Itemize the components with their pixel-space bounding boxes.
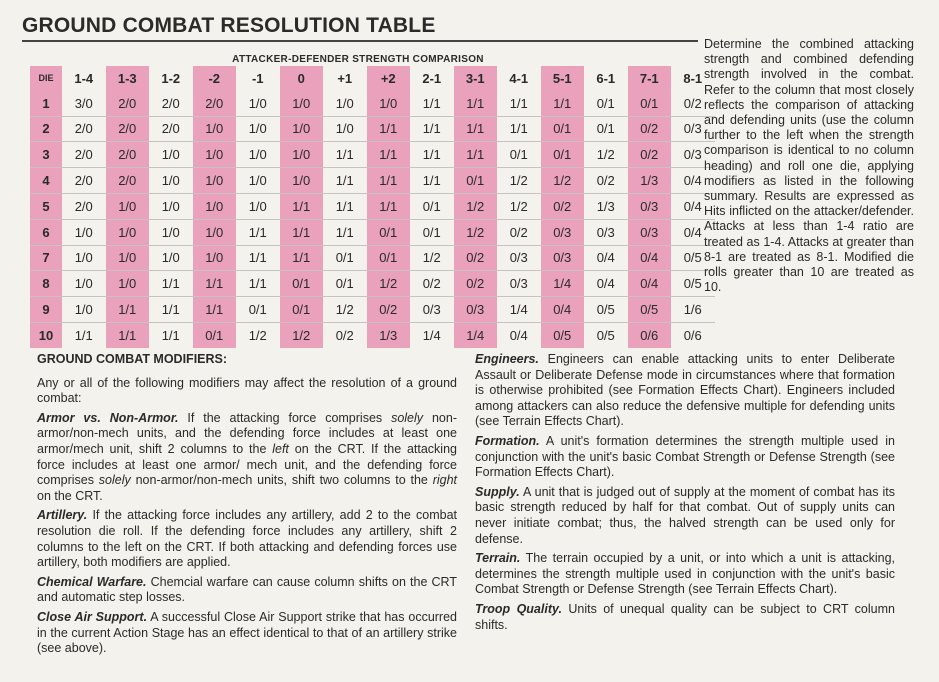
- result-cell: 0/5: [671, 271, 715, 297]
- title-divider: [22, 40, 698, 42]
- result-cell: 1/2: [497, 168, 541, 194]
- result-cell: 2/0: [106, 91, 150, 116]
- result-cell: 1/1: [106, 322, 150, 347]
- result-cell: 1/0: [62, 245, 106, 271]
- result-cell: 0/2: [410, 271, 454, 297]
- result-cell: 0/1: [454, 168, 498, 194]
- result-cell: 1/4: [541, 271, 585, 297]
- result-cell: 1/1: [323, 219, 367, 245]
- odds-column-header: 0: [280, 66, 324, 91]
- result-cell: 0/5: [628, 297, 672, 323]
- modifier-cas-label: Close Air Support.: [37, 609, 148, 624]
- result-cell: 0/1: [280, 297, 324, 323]
- result-cell: 3/0: [74, 95, 93, 111]
- result-cell: 0/2: [323, 322, 367, 347]
- result-cell: 1/1: [422, 95, 441, 111]
- result-cell: 1/1: [62, 322, 106, 347]
- die-roll-label: 9: [30, 297, 62, 323]
- result-cell: 1/0: [62, 271, 106, 297]
- die-roll-label: 6: [30, 219, 62, 245]
- result-cell: 0/2: [628, 142, 672, 168]
- result-cell: 0/1: [628, 91, 672, 116]
- result-cell: 1/0: [236, 116, 280, 142]
- result-cell: 0/5: [541, 322, 585, 347]
- result-cell: 1/0: [106, 271, 150, 297]
- result-cell: 1/2: [410, 245, 454, 271]
- result-cell: 1/1: [410, 168, 454, 194]
- result-cell: 1/2: [584, 142, 628, 168]
- modifier-chemical: [37, 575, 457, 606]
- result-cell: 1/1: [106, 297, 150, 323]
- result-cell: 1/2: [541, 168, 585, 194]
- result-cell: 1/0: [193, 245, 237, 271]
- odds-column-header: 7-1: [628, 66, 672, 91]
- result-cell: 1/4: [454, 322, 498, 347]
- odds-column-header: 1-4: [74, 70, 94, 86]
- result-cell: 1/4: [410, 322, 454, 347]
- odds-column-header: -2: [193, 66, 237, 91]
- result-cell: 1/0: [335, 95, 354, 111]
- result-cell: 2/0: [62, 193, 106, 219]
- result-cell: 0/1: [541, 142, 585, 168]
- odds-column-header: +1: [337, 70, 353, 86]
- result-cell: 1/0: [280, 142, 324, 168]
- result-cell: 1/1: [367, 142, 411, 168]
- odds-column-header: -1: [251, 70, 264, 86]
- modifier-supply-label: Supply.: [475, 484, 520, 499]
- result-cell: 1/1: [509, 95, 528, 111]
- result-cell: 1/1: [541, 91, 585, 116]
- table-row: [30, 297, 715, 323]
- result-cell: 1/1: [367, 168, 411, 194]
- result-cell: 1/0: [236, 193, 280, 219]
- odds-column-header: 3-1: [454, 66, 498, 91]
- result-cell: 0/4: [671, 219, 715, 245]
- result-cell: 1/1: [149, 271, 193, 297]
- result-cell: 1/0: [367, 91, 411, 116]
- table-row: [30, 193, 715, 219]
- result-cell: 1/2: [454, 219, 498, 245]
- result-cell: 0/2: [584, 168, 628, 194]
- result-cell: 0/3: [541, 219, 585, 245]
- result-cell: 1/1: [193, 271, 237, 297]
- die-roll-label: 10: [30, 322, 62, 347]
- result-cell: 1/0: [248, 95, 267, 111]
- modifier-armor-text: on the CRT. If the attacking force includes at least one armor/ mech unit, and the defending force comprises: [37, 441, 457, 488]
- result-cell: 1/0: [193, 219, 237, 245]
- table-row: [30, 168, 715, 194]
- result-cell: 1/1: [323, 168, 367, 194]
- odds-column-header: +2: [367, 66, 411, 91]
- result-cell: 1/2: [236, 322, 280, 347]
- result-cell: 1/0: [62, 219, 106, 245]
- modifier-artillery-text: If the attacking force includes any artillery, add 2 to the combat resolution die roll. If the defending force includes any artillery, shift 2 columns to the left on the CRT. If both attacking and defending forces use artillery, both modifiers are applied.: [37, 508, 457, 570]
- result-cell: 1/0: [149, 168, 193, 194]
- result-cell: 1/3: [628, 168, 672, 194]
- modifier-formation-text: A unit's formation determines the strength multiple used in conjunction with the unit's basic Combat Strength or Defense Strength (see Formation Effects Chart).: [475, 433, 895, 480]
- die-roll-label: 1: [30, 91, 62, 116]
- result-cell: 1/0: [193, 168, 237, 194]
- result-cell: 2/0: [106, 142, 150, 168]
- modifiers-heading: GROUND COMBAT MODIFIERS:: [37, 352, 228, 366]
- result-cell: 0/2: [454, 245, 498, 271]
- result-cell: 0/3: [454, 297, 498, 323]
- result-cell: 0/3: [497, 271, 541, 297]
- result-cell: 0/1: [410, 219, 454, 245]
- result-cell: 2/0: [62, 168, 106, 194]
- result-cell: 1/0: [149, 245, 193, 271]
- result-cell: 2/0: [106, 116, 150, 142]
- result-cell: 0/1: [280, 271, 324, 297]
- modifier-supply-text: A unit that is judged out of supply at the moment of combat has its basic strength reduced by half for that combat. Out of supply units can never initiate combat; thus, the halved strength can be used only for defense.: [475, 484, 895, 546]
- modifier-engineers: [475, 352, 895, 430]
- result-cell: 1/2: [497, 193, 541, 219]
- result-cell: 0/1: [323, 245, 367, 271]
- result-cell: 1/1: [236, 219, 280, 245]
- result-cell: 1/2: [367, 271, 411, 297]
- result-cell: 1/1: [149, 322, 193, 347]
- result-cell: 1/0: [236, 168, 280, 194]
- odds-column-header: 2-1: [422, 70, 442, 86]
- modifier-troop-quality: [475, 602, 895, 633]
- table-row: [30, 245, 715, 271]
- result-cell: 1/1: [454, 142, 498, 168]
- modifier-chemical-text: Chemcial warfare can cause column shifts on the CRT and automatic step losses.: [37, 574, 457, 605]
- modifier-formation: [475, 434, 895, 481]
- result-cell: 1/0: [149, 219, 193, 245]
- result-cell: 2/0: [106, 168, 150, 194]
- result-cell: 0/2: [541, 193, 585, 219]
- result-cell: 2/0: [193, 91, 237, 116]
- result-cell: 1/0: [236, 142, 280, 168]
- modifier-armor-emphasis: solely: [391, 410, 424, 425]
- modifier-troop-text: Units of unequal quality can be subject to CRT column shifts.: [475, 601, 895, 632]
- modifiers-right-column: [475, 352, 895, 637]
- modifier-armor-text: on the CRT.: [37, 488, 103, 503]
- result-cell: 1/0: [193, 193, 237, 219]
- result-cell: 1/1: [149, 297, 193, 323]
- modifier-engineers-label: Engineers.: [475, 352, 539, 366]
- result-cell: 1/2: [323, 297, 367, 323]
- result-cell: 1/0: [193, 142, 237, 168]
- die-roll-label: 8: [30, 271, 62, 297]
- result-cell: 1/0: [280, 168, 324, 194]
- modifier-armor-emphasis: left: [272, 441, 289, 456]
- result-cell: 2/0: [149, 116, 193, 142]
- result-cell: 0/4: [541, 297, 585, 323]
- result-cell: 0/3: [628, 193, 672, 219]
- result-cell: 0/1: [367, 245, 411, 271]
- result-cell: 1/1: [280, 193, 324, 219]
- result-cell: 1/1: [323, 193, 367, 219]
- modifier-terrain-text: The terrain occupied by a unit, or into which a unit is attacking, determines the strength multiple used in conjunction with the unit's basic Combat Strength or Defense Strength (see Terrain Effects Chart).: [475, 551, 895, 597]
- table-row: [30, 116, 715, 142]
- result-cell: 1/4: [497, 297, 541, 323]
- modifier-terrain-label: Terrain.: [475, 551, 521, 566]
- die-roll-label: 5: [30, 193, 62, 219]
- table-row: [30, 322, 715, 347]
- odds-column-header: 6-1: [596, 70, 616, 86]
- result-cell: 1/1: [367, 116, 411, 142]
- result-cell: 1/1: [193, 297, 237, 323]
- table-row: [30, 219, 715, 245]
- result-cell: 1/2: [454, 193, 498, 219]
- modifiers-left-column: [37, 352, 457, 661]
- result-cell: 2/0: [161, 95, 180, 111]
- result-cell: 1/1: [280, 219, 324, 245]
- odds-column-header: 8-1: [683, 70, 703, 86]
- die-roll-label: 3: [30, 142, 62, 168]
- result-cell: 0/6: [671, 322, 715, 347]
- result-cell: 1/0: [62, 297, 106, 323]
- result-cell: 0/3: [497, 245, 541, 271]
- result-cell: 0/4: [584, 271, 628, 297]
- result-cell: 0/2: [628, 116, 672, 142]
- result-cell: 0/4: [671, 193, 715, 219]
- result-cell: 0/2: [683, 95, 702, 111]
- result-cell: 0/4: [584, 245, 628, 271]
- modifier-engineers-text: Engineers can enable attacking units to enter Deliberate Assault or Deliberate Defense mode in circumstances where that formation is otherwise prohibited (see Formation Effects Chart). Engineers included among attackers can also reduce the defensive multiple for defending units (see Terrain Effects Chart).: [475, 352, 895, 429]
- result-cell: 0/4: [671, 168, 715, 194]
- result-cell: 0/1: [193, 322, 237, 347]
- result-cell: 0/2: [497, 219, 541, 245]
- table-row: [30, 91, 715, 116]
- odds-column-header: 4-1: [509, 70, 529, 86]
- table-row: [30, 142, 715, 168]
- table-subheading: ATTACKER-DEFENDER STRENGTH COMPARISON: [232, 54, 484, 65]
- result-cell: 0/2: [454, 271, 498, 297]
- result-cell: 1/3: [367, 322, 411, 347]
- modifier-armor-text: If the attacking force comprises: [178, 410, 392, 425]
- result-cell: 0/3: [628, 219, 672, 245]
- modifier-artillery: [37, 508, 457, 570]
- modifier-terrain: [475, 551, 895, 598]
- result-cell: 0/1: [541, 116, 585, 142]
- modifier-armor-label: Armor vs. Non-Armor.: [37, 410, 179, 425]
- result-cell: 1/1: [410, 142, 454, 168]
- result-cell: 1/1: [236, 271, 280, 297]
- modifier-supply: [475, 485, 895, 547]
- result-cell: 0/1: [323, 271, 367, 297]
- modifier-armor: [37, 411, 457, 505]
- instructions-text: Determine the combined attacking strength and combined defending strength involved in the combat. Refer to the column that most closely reflects the comparison of attacking and defending units (use the column further to the left when the strength comparison is identical to no column heading) and roll one die, applying modifiers as listed in the following summary. Results are expressed as Hits inflicted on the attacker/defender. Attacks at less than 1-4 ratio are treated as 1-4. Attacks at greater than 8-1 are treated as 8-1. Modified die rolls greater than 10 are treated as 10.: [704, 37, 914, 295]
- modifier-close-air-support: [37, 610, 457, 657]
- result-cell: 0/5: [584, 297, 628, 323]
- modifier-armor-emphasis: right: [432, 473, 458, 488]
- result-cell: 1/1: [323, 142, 367, 168]
- modifier-troop-label: Troop Quality.: [475, 601, 562, 616]
- modifiers-intro: Any or all of the following modifiers may affect the resolution of a ground combat:: [37, 375, 457, 406]
- result-cell: 1/1: [410, 116, 454, 142]
- result-cell: 0/5: [671, 245, 715, 271]
- result-cell: 0/4: [497, 322, 541, 347]
- result-cell: 0/5: [584, 322, 628, 347]
- result-cell: 1/1: [280, 245, 324, 271]
- result-cell: 1/0: [106, 219, 150, 245]
- result-cell: 1/1: [236, 245, 280, 271]
- result-cell: 1/1: [367, 193, 411, 219]
- result-cell: 0/4: [628, 245, 672, 271]
- odds-column-header: 5-1: [541, 66, 585, 91]
- result-cell: 1/0: [280, 116, 324, 142]
- modifier-chemical-label: Chemical Warfare.: [37, 574, 147, 589]
- die-roll-label: 4: [30, 168, 62, 194]
- modifier-cas-text: A successful Close Air Support strike that has occurred in the current Action Stage has an effect identical to that of an artillery strike (see above).: [37, 609, 458, 656]
- table-row: [30, 271, 715, 297]
- result-cell: 0/1: [584, 116, 628, 142]
- result-cell: 1/0: [149, 142, 193, 168]
- result-cell: 1/3: [584, 193, 628, 219]
- result-cell: 0/2: [367, 297, 411, 323]
- modifier-formation-label: Formation.: [475, 433, 540, 448]
- result-cell: 0/1: [410, 193, 454, 219]
- result-cell: 0/1: [367, 219, 411, 245]
- odds-column-header: 1-2: [161, 70, 181, 86]
- result-cell: 1/0: [280, 91, 324, 116]
- odds-column-header: 1-3: [106, 66, 150, 91]
- result-cell: 0/3: [410, 297, 454, 323]
- result-cell: 2/0: [62, 142, 106, 168]
- page-title: GROUND COMBAT RESOLUTION TABLE: [22, 14, 436, 37]
- table-header-row: [30, 66, 715, 91]
- result-cell: 0/1: [596, 95, 615, 111]
- result-cell: 1/1: [497, 116, 541, 142]
- combat-results-table: [30, 66, 715, 348]
- result-cell: 0/3: [671, 142, 715, 168]
- result-cell: 1/6: [671, 297, 715, 323]
- modifier-artillery-label: Artillery.: [37, 508, 88, 523]
- modifier-armor-emphasis: solely: [98, 473, 131, 488]
- result-cell: 2/0: [62, 116, 106, 142]
- result-cell: 1/0: [106, 193, 150, 219]
- result-cell: 1/0: [193, 116, 237, 142]
- result-cell: 0/3: [671, 116, 715, 142]
- result-cell: 0/3: [541, 245, 585, 271]
- result-cell: 1/1: [454, 91, 498, 116]
- result-cell: 0/1: [236, 297, 280, 323]
- result-cell: 1/0: [323, 116, 367, 142]
- modifier-armor-text: non-armor/non-mech units, and the defending force includes at least one armor/mech unit, shift 2 columns to the: [37, 410, 457, 456]
- result-cell: 1/2: [280, 322, 324, 347]
- result-cell: 1/1: [454, 116, 498, 142]
- result-cell: 0/4: [628, 271, 672, 297]
- modifier-armor-text: non-armor/non-mech units, shift two columns to the: [130, 473, 433, 488]
- die-roll-label: 7: [30, 245, 62, 271]
- result-cell: 0/6: [628, 322, 672, 347]
- die-roll-label: 2: [30, 116, 62, 142]
- result-cell: 1/0: [106, 245, 150, 271]
- result-cell: 0/3: [584, 219, 628, 245]
- result-cell: 0/1: [497, 142, 541, 168]
- die-column-header: DIE: [30, 66, 62, 91]
- result-cell: 1/0: [149, 193, 193, 219]
